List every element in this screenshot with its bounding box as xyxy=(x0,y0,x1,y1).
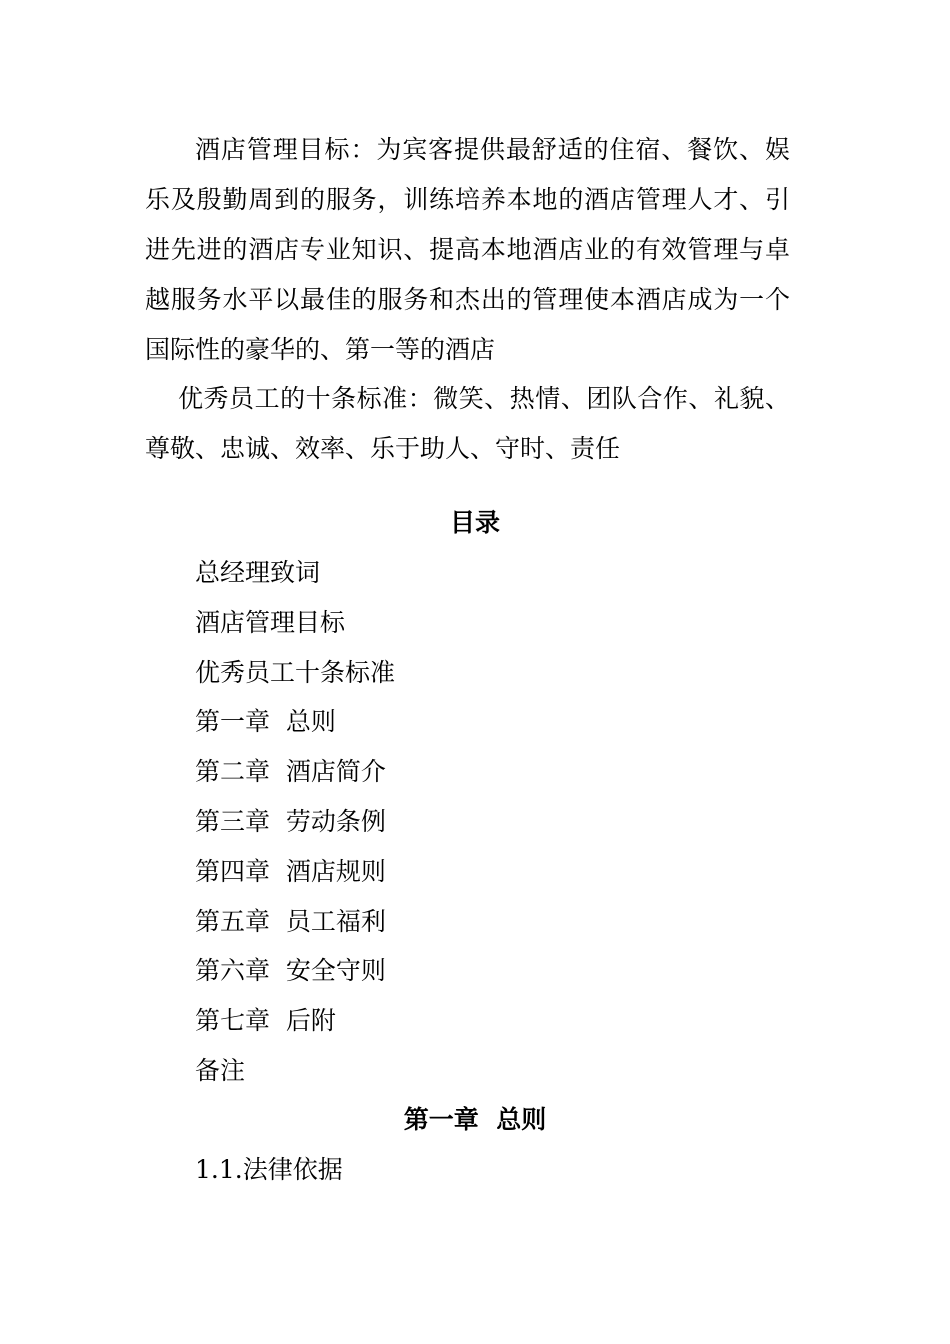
toc-item-chapter-3: 第三章 劳动条例 xyxy=(195,806,386,836)
toc-list xyxy=(195,548,395,1096)
toc-item-gm-address: 总经理致词 xyxy=(195,558,321,587)
toc-item-chapter-2: 第二章 酒店简介 xyxy=(195,757,386,787)
toc-item-employee-standards: 优秀员工十条标准 xyxy=(195,657,396,687)
toc-item-chapter-7: 第七章 后附 xyxy=(195,1006,336,1036)
employee-standards-paragraph: 优秀员工的十条标准：微笑、热情、团队合作、礼貌、尊敬、忠诚、效率、乐于助人、守时、责任 xyxy=(145,384,790,463)
hotel-management-goal-paragraph: 酒店管理目标：为宾客提供最舒适的住宿、餐饮、娱乐及殷勤周到的服务，训练培养本地的酒店管理人才、引进先进的酒店专业知识、提高本地酒店业的有效管理与卓越服务水平以最佳的服务和杰出的管理使本酒店成为一个国际性的豪华的、第一等的酒店 xyxy=(145,135,790,364)
toc-item-chapter-6: 第六章 安全守则 xyxy=(195,956,386,986)
chapter-1-heading: 第一章 总则 xyxy=(403,1105,547,1134)
toc-item-chapter-5: 第五章 员工福利 xyxy=(195,906,386,936)
toc-item-management-goal: 酒店管理目标 xyxy=(195,607,346,637)
toc-heading: 目录 xyxy=(449,508,500,537)
toc-item-notes: 备注 xyxy=(195,1055,246,1085)
section-1-1-title: 1.1.法律依据 xyxy=(195,1155,343,1184)
toc-item-chapter-1: 第一章 总则 xyxy=(195,707,336,737)
toc-item-chapter-4: 第四章 酒店规则 xyxy=(195,856,386,886)
